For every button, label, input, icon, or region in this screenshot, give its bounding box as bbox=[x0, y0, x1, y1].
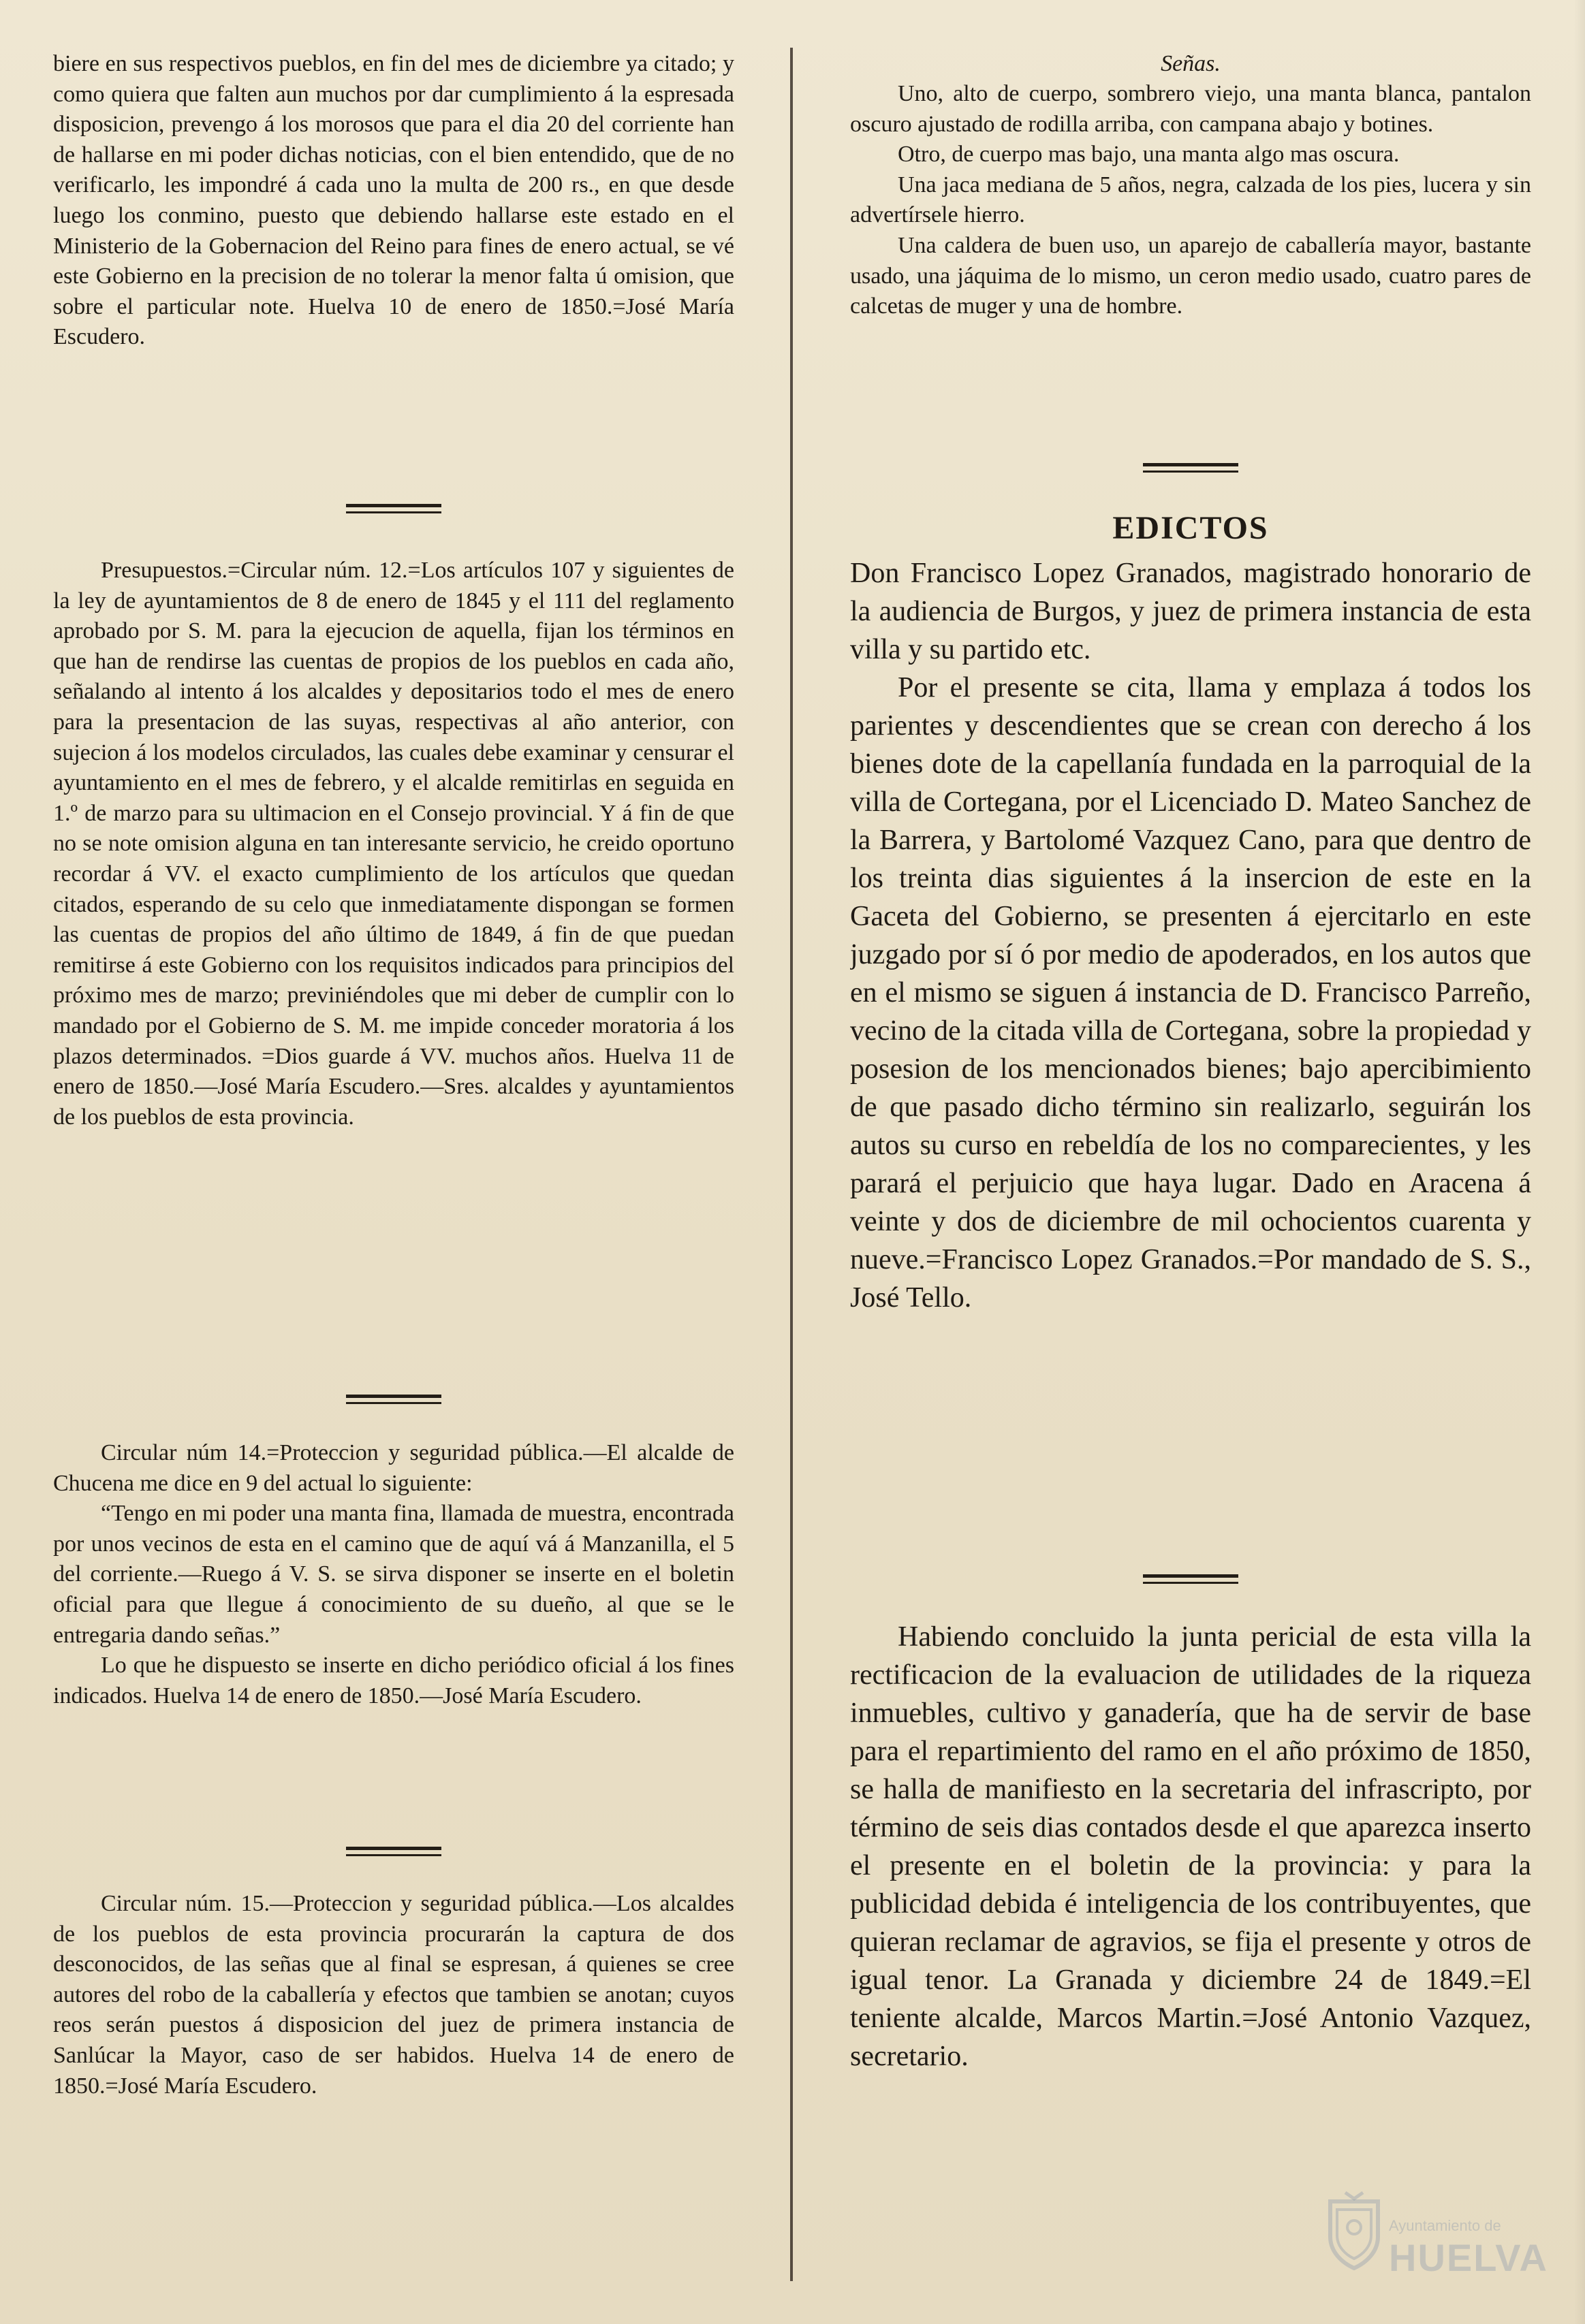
presupuestos-text: Presupuestos.=Circular núm. 12.=Los artículos 107 y siguientes de la ley de ayuntamientos de 8 de enero de 1845 y el 111 del reglamento aprobado por S. M. para la ejecucion de aquella, fijan los términos en que han de rendirse las cuentas de propios de los pueblos en cada año, señalando al intento á los alcaldes y depositarios todo el mes de enero para la presentacion de las suyas, respectivas al año anterior, con sujecion á los modelos circulados, las cuales debe examinar y censurar el ayuntamiento en el mes de febrero, y el alcalde remitirlas en seguida en 1.º de marzo para su ultimacion en el Consejo provincial. Y á fin de que no se note omision alguna en tan interesante servicio, he creido oportuno recordar á VV. el exacto cumplimiento de los artículos que quedan citados, esperando de su celo que inmediatamente dispongan se formen las cuentas de propios del año último de 1849, á fin de que puedan remitirse á este Gobierno con los requisitos indicados para principios del próximo mes de marzo; previniéndoles que mi deber de cumplir con lo mandado por el Gobierno de S. M. me impide conceder moratoria á los plazos determinados. =Dios guarde á VV. muchos años. Huelva 11 de enero de 1850.—José María Escudero.—Sres. alcaldes y ayuntamientos de los pueblos de esta provincia. bbox=[53, 558, 734, 1130]
right-column bbox=[850, 0, 1531, 2324]
continuation-text: biere en sus respectivos pueblos, en fin del mes de diciembre ya citado; y como quiera que falten aun muchos por dar cumplimiento á la espresada disposicion, prevengo á los morosos que para el dia 20 del corriente han de hallarse en mi poder dichas noticias, con el bien entendido, que de no verificarlo, les impondré á cada uno la multa de 200 rs., en que desde luego los conmino, puesto que debiendo hallarse este estado en el Ministerio de la Gobernacion del Reino para fines de enero actual, se vé este Gobierno en la precision de no tolerar la menor falta ú omision, que sobre el particular note. Huelva 10 de enero de 1850.=José María Escudero. bbox=[53, 51, 734, 350]
edictos-block bbox=[850, 509, 1531, 1317]
circular15-text: Circular núm. 15.—Proteccion y seguridad pública.—Los alcaldes de los pueblos de esta provincia procurarán la captura de dos desconocidos, de las señas que al final se espresan, á quienes se cree autores del robo de la caballería y efectos que tambien se anotan; cuyos reos serán puestos á disposicion del juez de primera instancia de Sanlúcar la Mayor, caso de ser habidos. Huelva 14 de enero de 1850.=José María Escudero. bbox=[53, 1891, 734, 2099]
column-divider bbox=[790, 48, 793, 2281]
separator-3 bbox=[346, 1847, 441, 1856]
presupuestos-block bbox=[53, 556, 734, 1132]
senas-heading: Señas. bbox=[1161, 51, 1221, 76]
watermark-seal bbox=[1323, 2189, 1548, 2305]
senas-block bbox=[850, 49, 1531, 322]
senas-item-3: Una jaca mediana de 5 años, negra, calzada de los pies, lucera y sin advertírsele hierro. bbox=[850, 172, 1531, 228]
edicto2-block bbox=[850, 1618, 1531, 2075]
continuation-paragraph bbox=[53, 49, 734, 353]
page-shadow bbox=[1574, 0, 1585, 2324]
edicto2-body: Habiendo concluido la junta pericial de esta villa la rectificacion de la evaluacion de utilidades de la riqueza inmuebles, cultivo y ganadería, que ha de servir de base para el repartimiento del ramo en el año próximo de 1850, se halla de manifiesto en la secretaria del infrascripto, por término de seis dias contados desde el que aparezca inserto el presente en el boletin de la provincia: y para la publicidad debida é inteligencia de los contribuyentes, que quieran reclamar de agravios, se fija el presente y otros de igual tenor. La Granada y diciembre 24 de 1849.=El teniente alcalde, Marcos Martin.=José Antonio Vazquez, secretario. bbox=[850, 1621, 1531, 2072]
circular14-block bbox=[53, 1438, 734, 1711]
separator-1 bbox=[346, 504, 441, 513]
senas-item-2: Otro, de cuerpo mas bajo, una manta algo mas oscura. bbox=[898, 142, 1400, 168]
circular14-quote: “Tengo en mi poder una manta fina, llamada de muestra, encontrada por unos vecinos de esta en el camino que de aquí vá á Manzanilla, el 5 del corriente.—Ruego á V. S. se sirva disponer se inserte en el boletin oficial para que llegue á conocimiento de su dueño, al que se le entregaria dando señas.” bbox=[53, 1501, 734, 1648]
watermark-top: Ayuntamiento de bbox=[1389, 2217, 1501, 2234]
edicto1-header: Don Francisco Lopez Granados, magistrado honorario de la audiencia de Burgos, y juez de primera instancia de esta villa y su partido etc. bbox=[850, 558, 1531, 665]
shield-icon bbox=[1323, 2189, 1385, 2271]
circular14-closing: Lo que he dispuesto se inserte en dicho periódico oficial á los fines indicados. Huelva 14 de enero de 1850.—José María Escudero. bbox=[53, 1653, 734, 1708]
left-column bbox=[53, 0, 734, 2324]
separator-4 bbox=[1143, 463, 1238, 473]
edicto1-body: Por el presente se cita, llama y emplaza á todos los parientes y descendientes que se crean con derecho á los bienes dote de la capellanía fundada en la parroquial de la villa de Cortegana, por el Licenciado D. Mateo Sanchez de la Barrera, y Bartolomé Vazquez Cano, para que dentro de los treinta dias siguientes á la insercion de este en la Gaceta del Gobierno, se presenten á ejercitarlo en este juzgado por sí ó por medio de apoderados, en los autos que en el mismo se siguen á instancia de D. Francisco Parreño, vecino de la citada villa de Cortegana, sobre la propiedad y posesion de los mencionados bienes; bajo apercibimiento de que pasado dicho término sin realizarlo, seguirán los autos su curso en rebeldía de los no comparecientes, y les parará el perjuicio que haya lugar. Dado en Aracena á veinte y dos de diciembre de mil ochocientos cuarenta y nueve.=Francisco Lopez Granados.=Por mandado de S. S., José Tello. bbox=[850, 672, 1531, 1314]
senas-item-1: Uno, alto de cuerpo, sombrero viejo, una manta blanca, pantalon oscuro ajustado de rodilla arriba, con campana abajo y botines. bbox=[850, 81, 1531, 137]
watermark-bottom: HUELVA bbox=[1389, 2236, 1548, 2279]
separator-5 bbox=[1143, 1574, 1238, 1584]
edictos-heading: EDICTOS bbox=[1112, 510, 1269, 546]
separator-2 bbox=[346, 1395, 441, 1404]
circular14-intro: Circular núm 14.=Proteccion y seguridad pública.—El alcalde de Chucena me dice en 9 del actual lo siguiente: bbox=[53, 1440, 734, 1496]
senas-item-4: Una caldera de buen uso, un aparejo de caballería mayor, bastante usado, una jáquima de lo mismo, un ceron medio usado, cuatro pares de calcetas de muger y una de hombre. bbox=[850, 232, 1531, 319]
circular15-block bbox=[53, 1889, 734, 2101]
